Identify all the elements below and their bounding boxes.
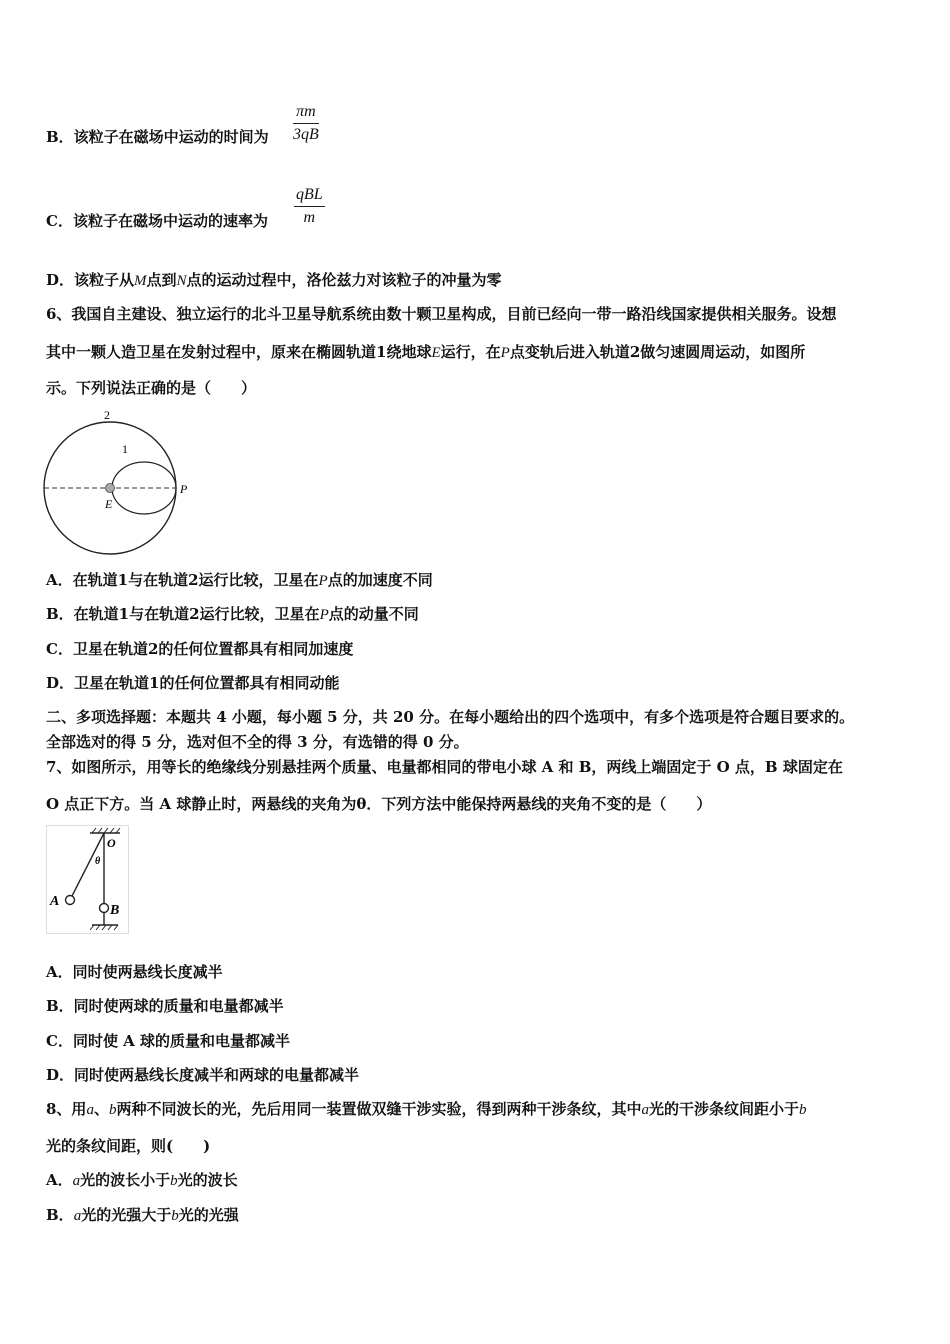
label-b: B [110, 903, 120, 918]
text-run: 点到 [146, 271, 177, 289]
label-theta: θ [95, 856, 101, 867]
q8-option-b [46, 1205, 239, 1226]
text-run: 光的光强大于 [81, 1206, 172, 1224]
fraction-numerator: πm [293, 103, 319, 124]
label-2: 2 [104, 408, 110, 422]
var-b: b [108, 1102, 117, 1118]
text-run: 二、多项选择题：本题共 4 小题，每小题 5 分，共 20 分。在每小题给出的四个选项中，有多个选项是符合题目要求的。 [46, 708, 855, 726]
q5-option-c-fraction [294, 186, 325, 227]
label-e: E [105, 497, 113, 511]
var-p: P [318, 573, 328, 589]
text-run: B．同时使两球的质量和电量都减半 [46, 997, 284, 1015]
label-a: A [50, 894, 60, 909]
ball-a [66, 896, 75, 905]
var-e: E [431, 345, 441, 361]
q8-option-a [46, 1170, 238, 1191]
text-run: 其中一颗人造卫星在发射过程中，原来在椭圆轨道1绕地球 [46, 343, 432, 361]
earth-dot [106, 484, 115, 493]
text-run: D．卫星在轨道1的任何位置都具有相同动能 [46, 674, 340, 692]
q7-option-a [46, 962, 223, 982]
q6-option-c [46, 639, 353, 659]
q7-stem-line1 [46, 757, 843, 777]
text-run: 光的条纹间距，则( ) [46, 1137, 211, 1155]
text-run: A．同时使两悬线长度减半 [46, 963, 223, 981]
var-p: P [500, 345, 510, 361]
text-run: B． [46, 1206, 74, 1224]
q8-stem-line2 [46, 1136, 210, 1156]
q6-stem-line1 [46, 304, 836, 324]
q6-option-a [46, 570, 433, 591]
text-run: B．在轨道1与在轨道2运行比较，卫星在 [46, 605, 320, 623]
q5-option-b-fraction [293, 103, 319, 144]
label-p: P [180, 482, 188, 496]
q5-option-c-text: C．该粒子在磁场中运动的速率为 [46, 212, 268, 230]
label-o: O [107, 836, 116, 850]
var-a: a [72, 1173, 81, 1189]
ball-b [100, 904, 109, 913]
var-b: b [171, 1208, 179, 1224]
text-run: 7、如图所示，用等长的绝缘线分别悬挂两个质量、电量都相同的带电小球 A 和 B，两线上端固定于 O 点，B 球固定在 [46, 758, 843, 776]
text-run: 全部选对的得 5 分，选对但不全的得 3 分，有选错的得 0 分。 [46, 733, 469, 751]
fraction-denominator: m [303, 209, 316, 226]
var-a: a [86, 1102, 94, 1118]
text-run: 两种不同波长的光，先后用同一装置做双缝干涉实验，得到两种干涉条纹，其中 [116, 1100, 642, 1118]
text-run: 8、用 [46, 1100, 87, 1118]
text-run: 点的动量不同 [328, 605, 419, 623]
var-m: M [134, 273, 147, 289]
q6-option-b [46, 604, 419, 625]
q6-stem-line3 [46, 378, 256, 398]
q7-option-c [46, 1031, 290, 1051]
text-run: 6、我国自主建设、独立运行的北斗卫星导航系统由数十颗卫星构成，目前已经向一带一路沿线国家提供相关服务。设想 [46, 305, 837, 323]
label-1: 1 [122, 442, 128, 456]
fraction-numerator: qBL [294, 186, 325, 207]
text-run: C．同时使 A 球的质量和电量都减半 [46, 1032, 291, 1050]
q7-option-b [46, 996, 284, 1016]
text-run: 光的光强 [178, 1206, 239, 1224]
orbit-diagram [40, 404, 200, 564]
q7-option-d [46, 1065, 359, 1085]
text-run: A．在轨道1与在轨道2运行比较，卫星在 [46, 571, 319, 589]
var-n: N [176, 273, 187, 289]
text-run: 光的波长 [177, 1171, 238, 1189]
text-run: A． [46, 1171, 73, 1189]
var-a: a [73, 1208, 82, 1224]
var-p: P [319, 607, 329, 623]
text-run: 示。下列说法正确的是（ ） [46, 379, 257, 397]
q8-stem-line1 [46, 1099, 806, 1120]
text-run: 光的波长小于 [80, 1171, 171, 1189]
text-run: O 点正下方。当 A 球静止时，两悬线的夹角为θ．下列方法中能保持两悬线的夹角不变的是（ ） [46, 795, 712, 813]
q7-stem-line2 [46, 794, 711, 814]
text-run: 点的运动过程中，洛伦兹力对该粒子的冲量为零 [186, 271, 502, 289]
q5-option-b [46, 127, 269, 147]
var-b: b [798, 1102, 807, 1118]
text-run: 点的加速度不同 [327, 571, 433, 589]
q6-option-d [46, 673, 339, 693]
var-b: b [170, 1173, 178, 1189]
q6-stem-line2 [46, 342, 805, 363]
text-run: C．卫星在轨道2的任何位置都具有相同加速度 [46, 640, 354, 658]
var-a: a [641, 1102, 649, 1118]
fraction-denominator: 3qB [293, 126, 319, 143]
text-run: 运行，在 [440, 343, 501, 361]
text-run: 光的干涉条纹间距小于 [648, 1100, 799, 1118]
q5-option-b-text: B．该粒子在磁场中运动的时间为 [46, 128, 269, 146]
text-run: D．该粒子从 [46, 271, 135, 289]
text-run: 点变轨后进入轨道2做匀速圆周运动，如图所 [509, 343, 806, 361]
section2-line1 [46, 707, 854, 727]
q5-option-c [46, 211, 268, 231]
text-run: D．同时使两悬线长度减半和两球的电量都减半 [46, 1066, 360, 1084]
q5-option-d [46, 270, 502, 291]
text-run: 、 [93, 1100, 109, 1118]
section2-line2 [46, 732, 469, 752]
pendulum-diagram [46, 825, 130, 937]
